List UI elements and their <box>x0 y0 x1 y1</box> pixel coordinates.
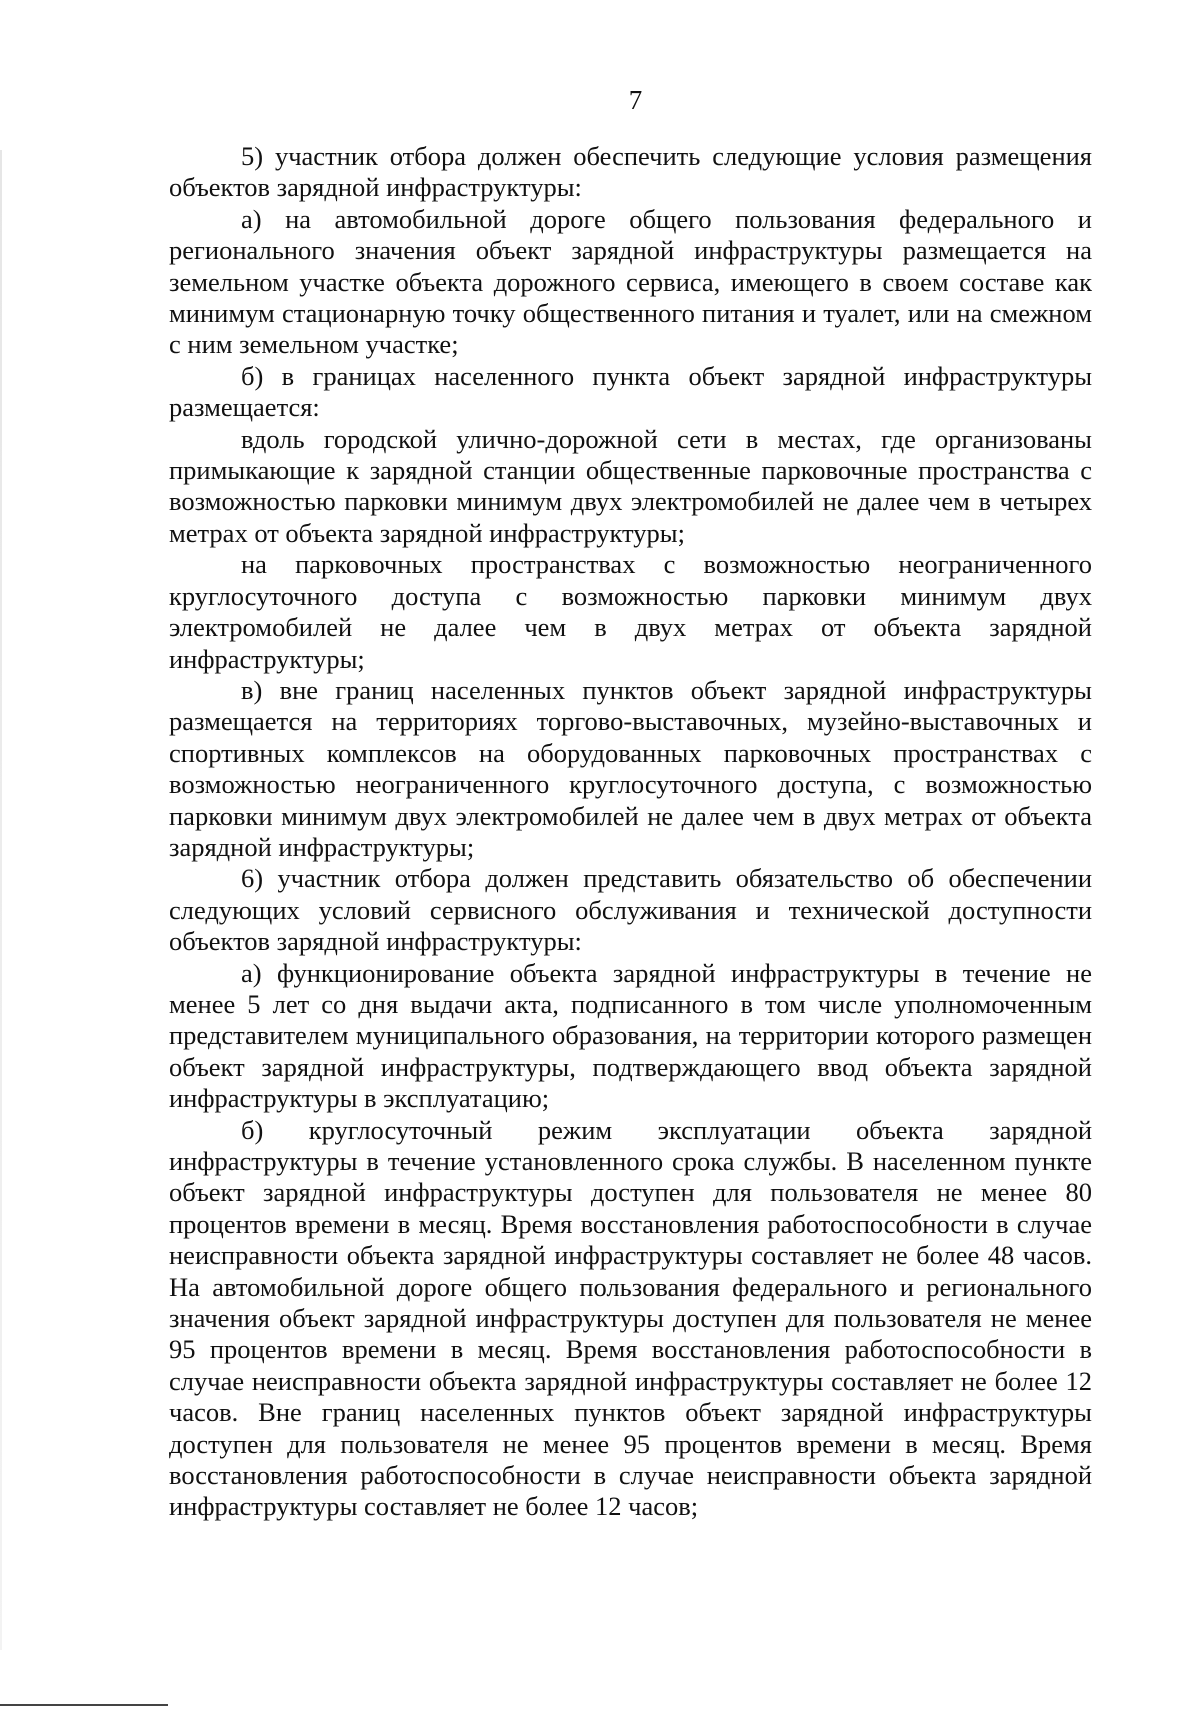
paragraph-item-5: 5) участник отбора должен обеспечить следующие условия размещения объектов зарядной инфраструктуры: <box>169 141 1092 203</box>
paragraph-item-5a: а) на автомобильной дороге общего пользования федерального и регионального значения объект зарядной инфраструктуры размещается на земельном участке объекта дорожного сервиса, имеющего в своем составе как минимум стационарную точку общественного питания и туалет, или на смежном с ним земельном участке; <box>169 203 1092 360</box>
paragraph-item-6: 6) участник отбора должен представить обязательство об обеспечении следующих условий сервисного обслуживания и технической доступности объектов зарядной инфраструктуры: <box>169 863 1092 957</box>
page-number: 7 <box>628 85 643 115</box>
scan-edge-shadow <box>0 150 2 1650</box>
paragraph-item-5c: в) вне границ населенных пунктов объект зарядной инфраструктуры размещается на территориях торгово-выставочных, музейно-выставочных и спортивных комплексов на оборудованных парковочных пространствах с возможностью неограниченного круглосуточного доступа, с возможностью парковки минимум двух электромобилей не далее чем в двух метрах от объекта зарядной инфраструктуры; <box>169 674 1092 862</box>
paragraph-item-5b-street-network: вдоль городской улично-дорожной сети в местах, где организованы примыкающие к зарядной станции общественные парковочные пространства с возможностью парковки минимум двух электромобилей не далее чем в четырех метрах от объекта зарядной инфраструктуры; <box>169 423 1092 548</box>
document-body <box>169 141 1092 1523</box>
bottom-scan-rule <box>0 1704 168 1706</box>
paragraph-item-6b: б) круглосуточный режим эксплуатации объекта зарядной инфраструктуры в течение установленного срока службы. В населенном пункте объект зарядной инфраструктуры доступен для пользователя не менее 80 процентов времени в месяц. Время восстановления работоспособности в случае неисправности объекта зарядной инфраструктуры составляет не более 48 часов. На автомобильной дороге общего пользования федерального и регионального значения объект зарядной инфраструктуры доступен для пользователя не менее 95 процентов времени в месяц. Время восстановления работоспособности в случае неисправности объекта зарядной инфраструктуры составляет не более 12 часов. Вне границ населенных пунктов объект зарядной инфраструктуры доступен для пользователя не менее 95 процентов времени в месяц. Время восстановления работоспособности в случае неисправности объекта зарядной инфраструктуры составляет не более 12 часов; <box>169 1114 1092 1522</box>
paragraph-item-6a: а) функционирование объекта зарядной инфраструктуры в течение не менее 5 лет со дня выдачи акта, подписанного в том числе уполномоченным представителем муниципального образования, на территории которого размещен объект зарядной инфраструктуры, подтверждающего ввод объекта зарядной инфраструктуры в эксплуатацию; <box>169 957 1092 1114</box>
paragraph-item-5b-parking-spaces: на парковочных пространствах с возможностью неограниченного круглосуточного доступа с возможностью парковки минимум двух электромобилей не далее чем в двух метрах от объекта зарядной инфраструктуры; <box>169 549 1092 674</box>
paragraph-item-5b: б) в границах населенного пункта объект зарядной инфраструктуры размещается: <box>169 360 1092 423</box>
